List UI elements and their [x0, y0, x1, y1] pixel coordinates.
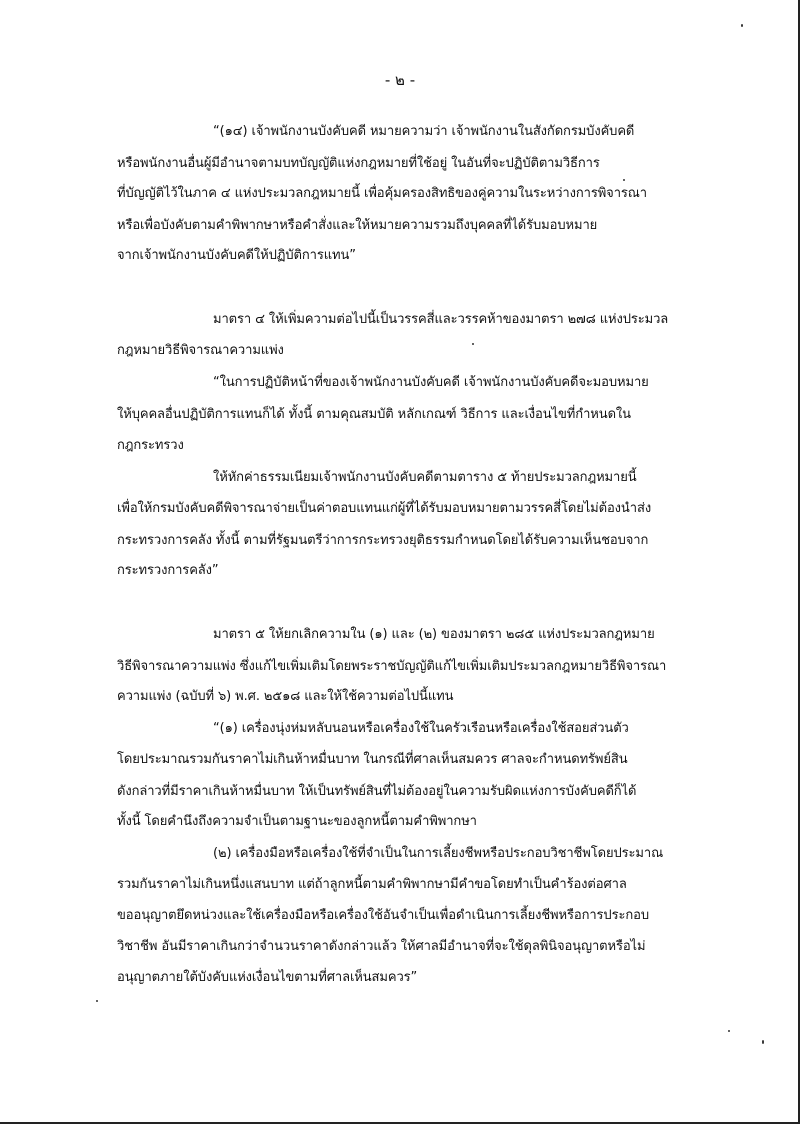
text-line: ทั้งนี้ โดยคำนึงถึงความจำเป็นตามฐานะของลูกหนี้ตามคำพิพากษา	[117, 814, 477, 829]
scan-speck	[623, 179, 625, 181]
text-line: โดยประมาณรวมกันราคาไม่เกินห้าหมื่นบาท ในกรณีที่ศาลเห็นสมควร ศาลจะกำหนดทรัพย์สิน	[117, 752, 628, 767]
text-line: ให้บุคคลอื่นปฏิบัติการแทนก็ได้ ทั้งนี้ ตามคุณสมบัติ หลักเกณฑ์ วิธีการ และเงื่อนไขที่กำหนดใน	[117, 407, 631, 422]
scan-speck	[472, 343, 474, 345]
text-line: กฎหมายวิธีพิจารณาความแพ่ง	[117, 343, 284, 358]
text-line: (๒) เครื่องมือหรือเครื่องใช้ที่จำเป็นในการเลี้ยงชีพหรือประกอบวิชาชีพโดยประมาณ	[213, 846, 664, 861]
scan-speck	[762, 1040, 764, 1044]
page-number: - ๒ -	[384, 71, 416, 89]
text-line: “(๑๔) เจ้าพนักงานบังคับคดี หมายความว่า เจ้าพนักงานในสังกัดกรมบังคับคดี	[213, 124, 635, 139]
text-line: อนุญาตภายใต้บังคับแห่งเงื่อนไขตามที่ศาลเห็นสมควร”	[117, 970, 418, 985]
text-line: รวมกันราคาไม่เกินหนึ่งแสนบาท แต่ถ้าลูกหนี้ตามคำพิพากษามีคำขอโดยทำเป็นคำร้องต่อศาล	[117, 877, 627, 892]
text-line: “(๑) เครื่องนุ่งห่มหลับนอนหรือเครื่องใช้ในครัวเรือนหรือเครื่องใช้สอยส่วนตัว	[213, 721, 629, 736]
text-line: เพื่อให้กรมบังคับคดีพิจารณาจ่ายเป็นค่าตอบแทนแก่ผู้ที่ได้รับมอบหมายตามวรรคสี่โดยไม่ต้องนำส่ง	[117, 501, 652, 516]
text-line: จากเจ้าพนักงานบังคับคดีให้ปฏิบัติการแทน”	[117, 248, 356, 263]
section-4-heading: มาตรา ๔ ให้เพิ่มความต่อไปนี้เป็นวรรคสี่และวรรคห้าของมาตรา ๒๗๘ แห่งประมวล	[213, 312, 669, 327]
text-line: กฎกระทรวง	[117, 438, 184, 453]
text-line: หรือเพื่อบังคับตามคำพิพากษาหรือคำสั่งและให้หมายความรวมถึงบุคคลที่ได้รับมอบหมาย	[117, 218, 598, 233]
text-line: วิชาชีพ อันมีราคาเกินกว่าจำนวนราคาดังกล่าวแล้ว ให้ศาลมีอำนาจที่จะใช้ดุลพินิจอนุญาตหรือไม่	[117, 939, 646, 954]
text-line: กระทรวงการคลัง ทั้งนี้ ตามที่รัฐมนตรีว่าการกระทรวงยุติธรรมกำหนดโดยได้รับความเห็นชอบจาก	[117, 533, 649, 548]
text-line: วิธีพิจารณาความแพ่ง ซึ่งแก้ไขเพิ่มเติมโดยพระราชบัญญัติแก้ไขเพิ่มเติมประมวลกฎหมายวิธีพิจารณา	[117, 659, 667, 674]
scan-speck	[741, 24, 743, 27]
text-line: กระทรวงการคลัง”	[117, 563, 219, 578]
text-line: ดังกล่าวที่มีราคาเกินห้าหมื่นบาท ให้เป็นทรัพย์สินที่ไม่ต้องอยู่ในความรับผิดแห่งการบังคับคดีก็ได้	[117, 784, 637, 799]
text-line: หรือพนักงานอื่นผู้มีอำนาจตามบทบัญญัติแห่งกฎหมายที่ใช้อยู่ ในอันที่จะปฏิบัติตามวิธีการ	[117, 156, 600, 171]
text-line: ขออนุญาตยึดหน่วงและใช้เครื่องมือหรือเครื่องใช้อันจำเป็นเพื่อดำเนินการเลี้ยงชีพหรือการประกอบ	[117, 908, 649, 923]
text-line: ความแพ่ง (ฉบับที่ ๖) พ.ศ. ๒๕๑๘ และให้ใช้ความต่อไปนี้แทน	[117, 689, 454, 704]
text-line: “ในการปฏิบัติหน้าที่ของเจ้าพนักงานบังคับคดี เจ้าพนักงานบังคับคดีจะมอบหมาย	[213, 375, 649, 390]
text-line: ให้หักค่าธรรมเนียมเจ้าพนักงานบังคับคดีตามตาราง ๕ ท้ายประมวลกฎหมายนี้	[213, 470, 637, 485]
scan-speck	[96, 1000, 98, 1002]
section-5-heading: มาตรา ๕ ให้ยกเลิกความใน (๑) และ (๒) ของมาตรา ๒๘๕ แห่งประมวลกฎหมาย	[213, 627, 655, 642]
scan-speck	[728, 1030, 730, 1032]
text-line: ที่บัญญัติไว้ในภาค ๔ แห่งประมวลกฎหมายนี้ เพื่อคุ้มครองสิทธิของคู่ความในระหว่างการพิจารณา	[117, 186, 647, 201]
